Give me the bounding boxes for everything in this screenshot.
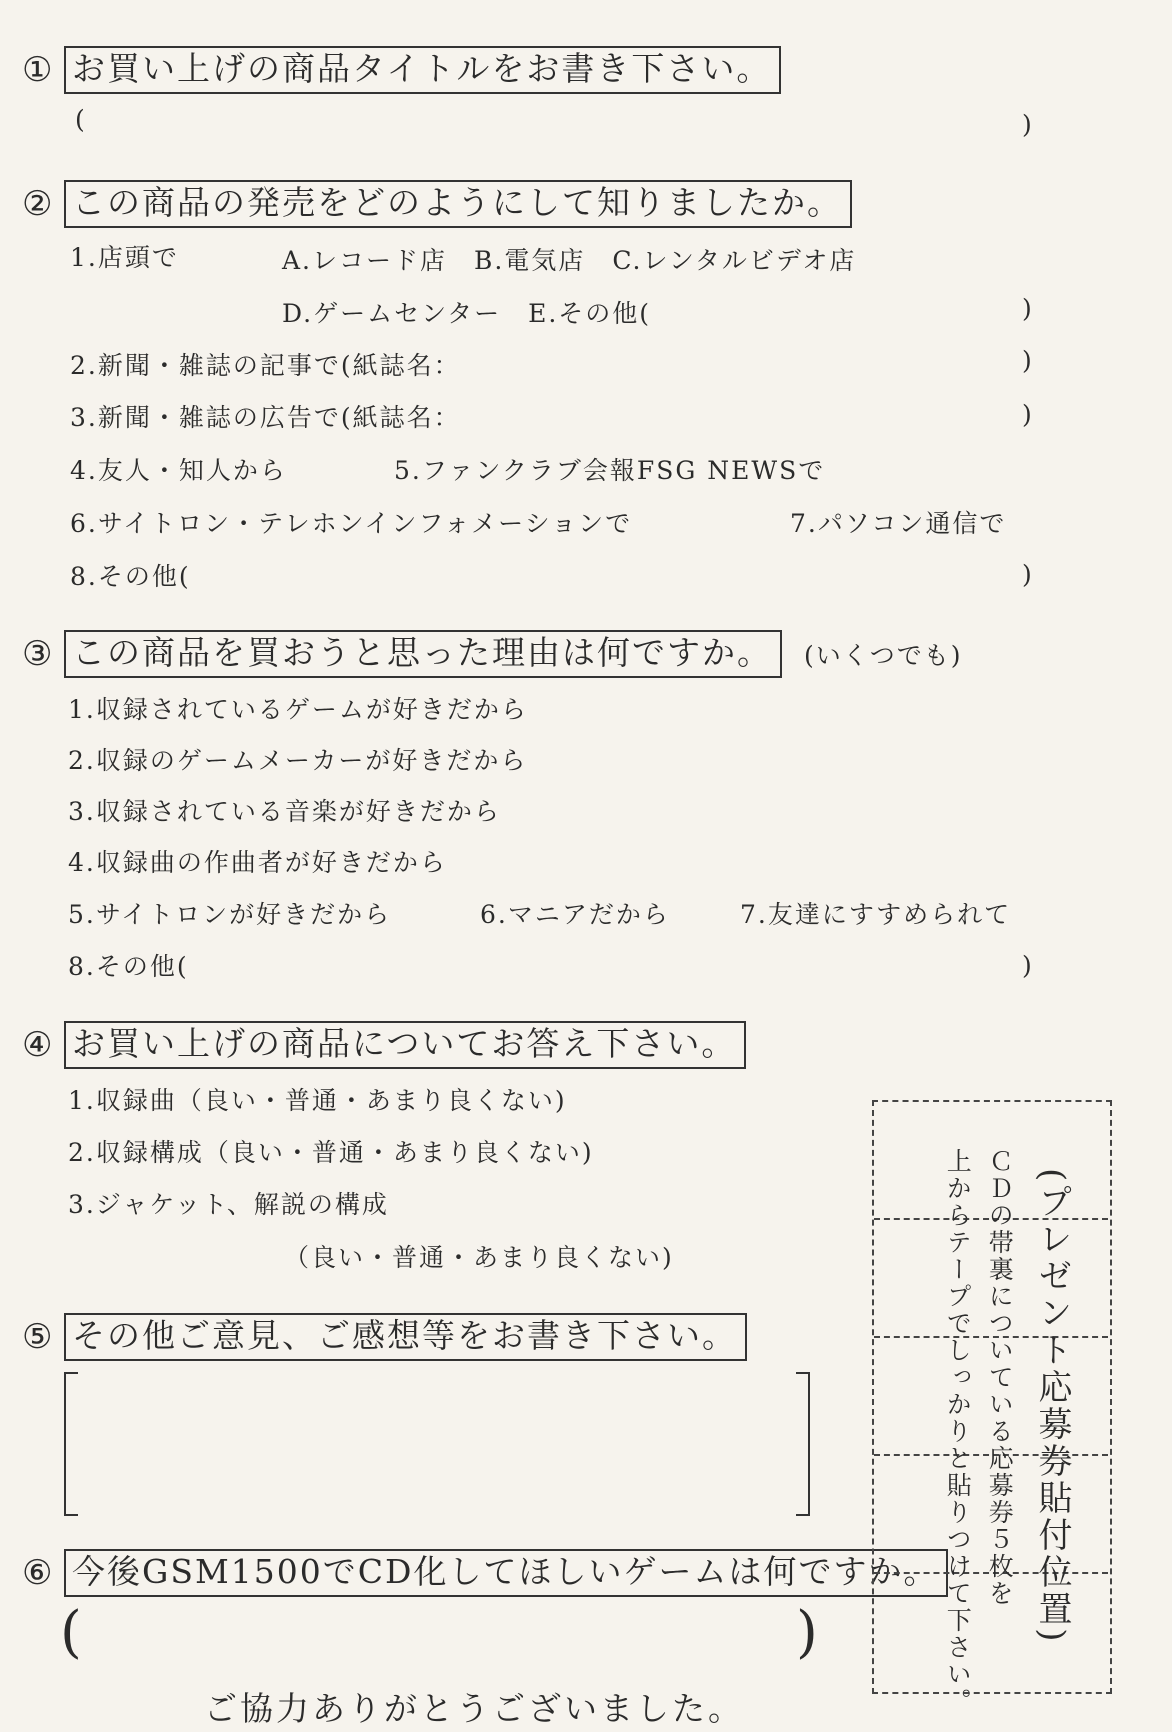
q2-option-1-close-paren: ): [1022, 294, 1032, 323]
q2-option-2: 2.新聞・雑誌の記事で(紙誌名：: [70, 351, 461, 380]
q2-option-6: 6.サイトロン・テレホンインフォメーションで: [70, 509, 633, 538]
question-6-close-paren: ): [796, 1600, 818, 1665]
q2-option-1: 1.店頭で: [70, 243, 179, 272]
q3-option-8: 8.その他(: [68, 952, 189, 981]
q2-option-8: 8.その他(: [70, 562, 191, 591]
question-1-number: ①: [22, 49, 53, 90]
question-4-number: ④: [22, 1024, 53, 1065]
q4-option-1: 1.収録曲（良い・普通・あまり良くない): [68, 1086, 567, 1115]
q2-option-1-sub-b: D.ゲームセンター E.その他(: [282, 299, 652, 328]
q4-option-3-rating: （良い・普通・あまり良くない): [284, 1243, 674, 1272]
q2-option-3-close-paren: ): [1022, 400, 1032, 429]
q4-option-3: 3.ジャケット、解説の構成: [68, 1190, 389, 1219]
question-1-open-paren: (: [75, 105, 87, 134]
question-1-close-paren: ): [1022, 110, 1034, 139]
stamp-area-instruction-1: ＣＤの帯裏についている応募券５枚を: [985, 1148, 1015, 1607]
question-5-heading: [22, 1313, 747, 1361]
q3-option-4: 4.収録曲の作曲者が好きだから: [68, 848, 447, 877]
q3-option-8-close-paren: ): [1022, 951, 1032, 980]
q2-option-3: 3.新聞・雑誌の広告で(紙誌名：: [70, 403, 461, 432]
q2-option-4: 4.友人・知人から: [70, 456, 287, 485]
q2-option-2-close-paren: ): [1022, 346, 1032, 375]
q3-option-1: 1.収録されているゲームが好きだから: [68, 695, 528, 724]
q3-option-6: 6.マニアだから: [480, 900, 670, 929]
question-5-title: その他ご意見、ご感想等をお書き下さい。: [64, 1313, 747, 1361]
comment-box-left-bracket: [64, 1372, 78, 1516]
question-5-number: ⑤: [22, 1316, 53, 1357]
q3-option-5: 5.サイトロンが好きだから: [68, 900, 392, 929]
q3-option-2: 2.収録のゲームメーカーが好きだから: [68, 746, 528, 775]
thanks-message: ご協力ありがとうございました。: [204, 1689, 744, 1728]
comment-box-right-bracket: [796, 1372, 810, 1516]
question-4-title: お買い上げの商品についてお答え下さい。: [64, 1021, 746, 1069]
question-6-heading: [22, 1549, 948, 1597]
question-3-title: この商品を買おうと思った理由は何ですか。: [64, 630, 782, 678]
question-1-title: お買い上げの商品タイトルをお書き下さい。: [64, 46, 781, 94]
stamp-area-title: (プレゼント応募券貼付位置): [1032, 1168, 1072, 1645]
question-3-heading: [22, 630, 963, 678]
question-6-open-paren: (: [60, 1600, 82, 1665]
q3-option-7: 7.友達にすすめられて: [740, 900, 1012, 929]
question-6-number: ⑥: [22, 1552, 53, 1593]
q2-option-7: 7.パソコン通信で: [790, 509, 1007, 538]
q3-option-3: 3.収録されている音楽が好きだから: [68, 797, 501, 826]
q2-option-5: 5.ファンクラブ会報FSG NEWSで: [394, 456, 826, 485]
stamp-area-instruction-2: 上からテープでしっかりと貼りつけて下さい。: [943, 1148, 973, 1715]
question-2-heading: [22, 180, 852, 228]
q4-option-2: 2.収録構成（良い・普通・あまり良くない): [68, 1138, 594, 1167]
q2-option-8-close-paren: ): [1022, 560, 1032, 589]
question-6-title: 今後GSM1500でCD化してほしいゲームは何ですか。: [64, 1549, 948, 1597]
question-4-heading: [22, 1021, 746, 1069]
question-2-number: ②: [22, 183, 53, 224]
q2-option-1-sub-a: A.レコード店 B.電気店 C.レンタルビデオ店: [282, 246, 857, 275]
question-3-number: ③: [22, 633, 53, 674]
question-3-note: (いくつでも): [804, 640, 963, 670]
question-2-title: この商品の発売をどのようにして知りましたか。: [64, 180, 852, 228]
question-1-heading: [22, 46, 781, 94]
